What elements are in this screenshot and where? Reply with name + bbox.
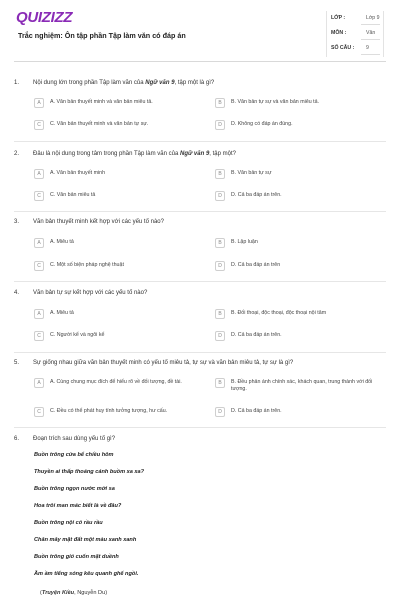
question-3-option-d[interactable]: D D. Cả ba đáp án trên xyxy=(215,260,385,274)
question-5-number: 5. xyxy=(14,360,20,366)
question-5-option-d[interactable]: D D. Cả ba đáp án trên. xyxy=(215,406,385,420)
question-1-stem: Nội dung lớn trong phần Tập làm văn của Ngữ văn 9, tập một là gì? xyxy=(33,80,215,86)
quizizz-logo: QUIZIZZ xyxy=(16,9,73,26)
question-2-option-a[interactable]: A A. Văn bản thuyết minh xyxy=(34,168,204,182)
meta-value-class: Lớp 9 xyxy=(366,15,380,21)
question-1-option-d[interactable]: D D. Không có đáp án đúng. xyxy=(215,119,385,133)
question-1-number: 1. xyxy=(14,80,20,86)
question-3-number: 3. xyxy=(14,219,20,225)
question-4-option-a[interactable]: A A. Miêu tả xyxy=(34,308,204,322)
worksheet-title: Trắc nghiệm: Ôn tập phần Tập làm văn có đáp án xyxy=(18,31,186,40)
question-4-stem: Văn bản tự sự kết hợp với các yếu tố nào? xyxy=(33,290,148,296)
question-3-stem: Văn bản thuyết minh kết hợp với các yếu tố nào? xyxy=(33,219,164,225)
poem-line: Thuyền ai thấp thoáng cánh buồm xa xa? xyxy=(34,469,145,475)
question-3-option-b[interactable]: B B. Lập luận xyxy=(215,237,385,251)
poem-line: Buồn trông ngọn nước mới sa xyxy=(34,486,115,492)
question-divider xyxy=(14,211,386,212)
poem-line: Ầm ầm tiếng sóng kêu quanh ghế ngồi. xyxy=(34,571,139,577)
question-2-option-d[interactable]: D D. Cả ba đáp án trên. xyxy=(215,190,385,204)
question-5-option-c[interactable]: C C. Đều có thể phát huy tính tưởng tượng, hư cấu. xyxy=(34,406,204,420)
poem-line: Buồn trông cửa bể chiều hôm xyxy=(34,452,114,458)
question-5-stem: Sự giống nhau giữa văn bản thuyết minh có yếu tố miêu tả, tự sự và văn bản miêu tả, tự sự là gì? xyxy=(33,360,294,366)
question-divider xyxy=(14,281,386,282)
question-2-stem: Đâu là nội dung trong tâm trong phần Tập làm văn của Ngữ văn 9, tập một? xyxy=(33,151,236,157)
question-2-number: 2. xyxy=(14,151,20,157)
worksheet-header xyxy=(14,0,386,62)
meta-key-class: LỚP : xyxy=(331,15,346,21)
meta-row-subject xyxy=(327,28,383,40)
meta-row-class xyxy=(327,13,383,25)
meta-value-count: 9 xyxy=(366,45,369,51)
meta-key-count: SỐ CÂU : xyxy=(331,45,355,51)
question-1-option-a[interactable]: A A. Văn bản thuyết minh và văn bản miêu tả. xyxy=(34,97,204,111)
question-divider xyxy=(14,427,386,428)
question-3-option-c[interactable]: C C. Một số biện pháp nghệ thuật xyxy=(34,260,204,274)
question-2-option-b[interactable]: B B. Văn bản tự sự xyxy=(215,168,385,182)
question-5-option-b[interactable]: B B. Đều phản ánh chính xác, khách quan, trung thành với đối tượng. xyxy=(215,377,385,397)
question-4-number: 4. xyxy=(14,290,20,296)
meta-box xyxy=(326,11,384,57)
question-6-number: 6. xyxy=(14,436,20,442)
question-4-option-c[interactable]: C C. Người kể và ngôi kể xyxy=(34,330,204,344)
poem-line: Buồn trông gió cuốn mặt duềnh xyxy=(34,554,119,560)
question-4-option-b[interactable]: B B. Đối thoại, độc thoại, độc thoại nội tâm xyxy=(215,308,385,322)
poem-line: Hoa trôi man mác biết là về đâu? xyxy=(34,503,122,509)
question-2-option-c[interactable]: C C. Văn bản miêu tả xyxy=(34,190,204,204)
question-divider xyxy=(14,141,386,142)
meta-key-subject: MÔN : xyxy=(331,30,347,36)
poem-line: Buồn trông nội cỏ rầu rầu xyxy=(34,520,103,526)
meta-value-subject: Văn xyxy=(366,30,376,36)
question-4-option-d[interactable]: D D. Cả ba đáp án trên. xyxy=(215,330,385,344)
question-1-option-c[interactable]: C C. Văn bản thuyết minh và văn bản tự sự. xyxy=(34,119,204,133)
poem-line: Chân mây mặt đất một màu xanh xanh xyxy=(34,537,137,543)
question-5-option-a[interactable]: A A. Cùng chung mục đích để hiểu rõ về đối tượng, đề tài. xyxy=(34,377,204,397)
poem-credit: (Truyện Kiều, Nguyễn Du) xyxy=(40,590,108,596)
question-1-option-b[interactable]: B B. Văn bản tự sự và văn bản miêu tả. xyxy=(215,97,385,111)
question-6-stem: Đoạn trích sau dùng yếu tố gì? xyxy=(33,436,116,442)
meta-row-count xyxy=(327,43,383,55)
question-3-option-a[interactable]: A A. Miêu tả xyxy=(34,237,204,251)
question-divider xyxy=(14,352,386,353)
